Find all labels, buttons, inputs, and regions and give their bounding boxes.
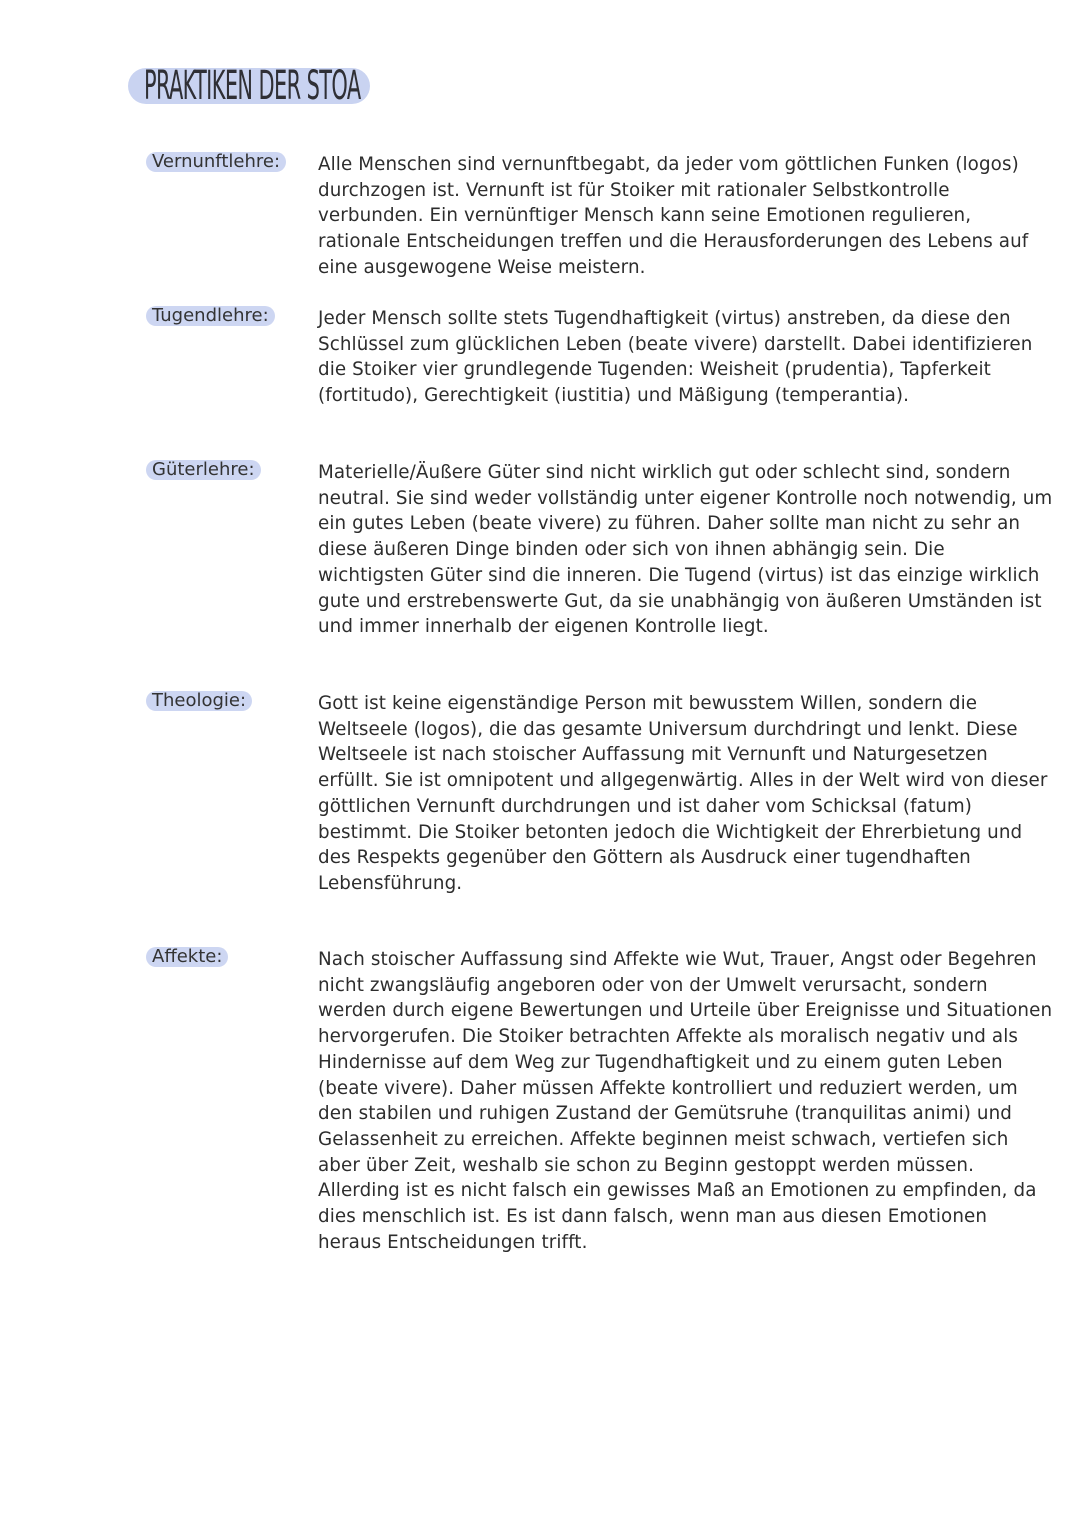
page-title-text: PRAKTIKEN DER STOA	[144, 63, 361, 109]
section-text: Nach stoischer Auffassung sind Affekte wie Wut, Trauer, Angst oder Begehren nicht zwangsläufig angeboren oder von der Umwelt verursacht, sondern werden durch eigene Bewertungen und Urteile über Ereignisse und Situationen hervorgerufen. Die Stoiker betrachten Affekte als moralisch negativ und als Hindernisse auf dem Weg zur Tugendhaftigkeit und zu einem guten Leben (beate vivere). Daher müssen Affekte kontrolliert und reduziert werden, um den stabilen und ruhigen Zustand der Gemütsruhe (tranquilitas animi) und Gelassenheit zu erreichen. Affekte beginnen meist schwach, vertiefen sich aber über Zeit, weshalb sie schon zu Beginn gestoppt werden müssen. Allerding ist es nicht falsch ein gewisses Maß an Emotionen zu empfinden, da dies menschlich ist. Es ist dann falsch, wenn man aus diesen Emotionen heraus Entscheidungen trifft.	[318, 949, 1053, 1253]
section-label: Vernunftlehre:	[146, 152, 286, 172]
section-text: Alle Menschen sind vernunftbegabt, da jeder vom göttlichen Funken (logos) durchzogen ist. Vernunft ist für Stoiker mit rationaler Selbstkontrolle verbunden. Ein vernünftiger Mensch kann seine Emotionen regulieren, rationale Entscheidungen treffen und die Herausforderungen des Lebens auf eine ausgewogene Weise meistern.	[318, 154, 1029, 278]
page-title	[128, 64, 501, 108]
section-label: Affekte:	[146, 947, 228, 967]
section-label: Güterlehre:	[146, 460, 261, 480]
section-label: Theologie:	[146, 691, 252, 711]
section-text: Gott ist keine eigenständige Person mit bewusstem Willen, sondern die Weltseele (logos), die das gesamte Universum durchdringt und lenkt. Diese Weltseele ist nach stoischer Auffassung mit Vernunft und Naturgesetzen erfüllt. Sie ist omnipotent und allgegenwärtig. Alles in der Welt wird von dieser göttlichen Vernunft durchdrungen und ist daher vom Schicksal (fatum) bestimmt. Die Stoiker betonten jedoch die Wichtigkeit der Ehrerbietung und des Respekts gegenüber den Göttern als Ausdruck einer tugendhaften Lebensführung.	[318, 693, 1048, 894]
section-label: Tugendlehre:	[146, 306, 275, 326]
section-text: Jeder Mensch sollte stets Tugendhaftigkeit (virtus) anstreben, da diese den Schlüssel zum glücklichen Leben (beate vivere) darstellt. Dabei identifizieren die Stoiker vier grundlegende Tugenden: Weisheit (prudentia), Tapferkeit (fortitudo), Gerechtigkeit (iustitia) und Mäßigung (temperantia).	[318, 308, 1033, 407]
section-text: Materielle/Äußere Güter sind nicht wirklich gut oder schlecht sind, sondern neutral. Sie sind weder vollständig unter eigener Kontrolle noch notwendig, um ein gutes Leben (beate vivere) zu führen. Daher sollte man nicht zu sehr an diese äußeren Dinge binden oder sich von ihnen abhängig sein. Die wichtigsten Güter sind die inneren. Die Tugend (virtus) ist das einzige wirklich gute und erstrebenswerte Gut, da sie unabhängig von äußeren Umständen ist und immer innerhalb der eigenen Kontrolle liegt.	[318, 462, 1053, 638]
